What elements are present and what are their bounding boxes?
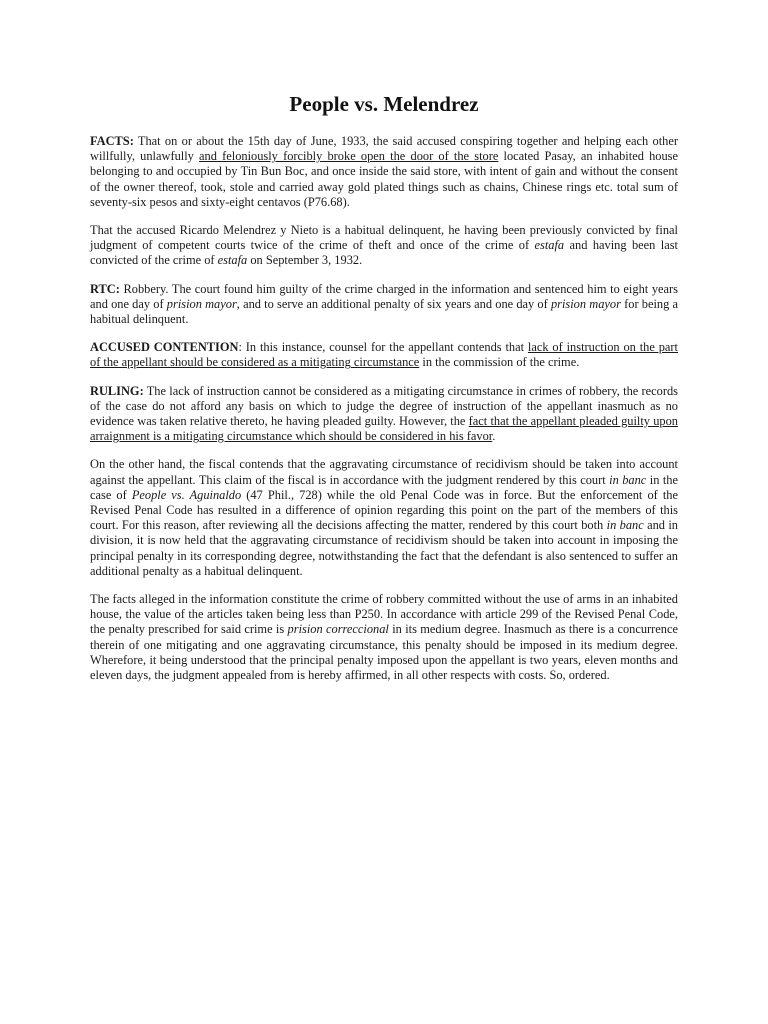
paragraph bbox=[90, 457, 678, 579]
paragraph bbox=[90, 223, 678, 269]
paragraph-text: : In this instance, counsel for the appellant contends that bbox=[238, 340, 528, 355]
document-title: People vs. Melendrez bbox=[289, 92, 479, 116]
italic-text: estafa bbox=[217, 253, 248, 268]
paragraph-text: in its medium degree. Inasmuch as there is a concurrence therein of one mitigating and one aggravating circumstance, this penalty should be imposed in its medium degree. Wherefore, it being understood that the principal penalty imposed upon the appellant is two years, eleven months and eleven days, the judgment appealed from is hereby affirmed, in all other respects with costs. So, ordered. bbox=[90, 622, 678, 683]
paragraph bbox=[90, 340, 678, 370]
paragraph-text: Robbery. The court found him guilty of the crime charged in the information and sentenced him to eight years and one day of bbox=[90, 281, 678, 311]
paragraph-text: The lack of instruction cannot be considered as a mitigating circumstance in crimes of robbery, the records of the case do not afford any basis on which to judge the degree of instruction of the appellant inasmuch as no evidence was taken relative thereto, he having pleaded guilty. However, the bbox=[90, 383, 678, 429]
italic-text: estafa bbox=[534, 238, 565, 253]
paragraph-text: That on or about the 15th day of June, 1933, the said accused conspiring together and helping each other willfully, unlawfully bbox=[90, 134, 678, 164]
section-label: FACTS: bbox=[90, 134, 134, 148]
paragraph bbox=[90, 592, 678, 683]
paragraph-text: The facts alleged in the information constitute the crime of robbery committed without the use of arms in an inhabited house, the value of the articles taken being less than P250. In accordance with article 299 of the Revised Penal Code, the penalty prescribed for said crime is bbox=[90, 592, 678, 637]
document-body bbox=[90, 134, 678, 696]
section-label: ACCUSED CONTENTION bbox=[90, 340, 239, 355]
italic-text: in banc bbox=[606, 518, 644, 533]
paragraph-text: (47 Phil., 728) while the old Penal Code was in force. But the enforcement of the Revised Penal Code has resulted in a difference of opinion regarding this point on the part of the members of this court. For this reason, after reviewing all the decisions affecting the matter, rendered by this court both bbox=[90, 487, 678, 533]
paragraph bbox=[90, 282, 678, 328]
paragraph-text: . bbox=[492, 429, 496, 444]
underlined-text: fact that the appellant pleaded guilty upon arraignment is a mitigating circumstance which should be considered in his favor bbox=[90, 414, 678, 444]
italic-text: prision mayor bbox=[166, 296, 237, 311]
paragraph-text: and having been last convicted of the crime of bbox=[90, 238, 678, 268]
paragraph-text: On the other hand, the fiscal contends that the aggravating circumstance of recidivism should be taken into account against the appellant. This claim of the fiscal is in accordance with the judgment rendered by this court bbox=[90, 457, 678, 487]
paragraph-text: , and to serve an additional penalty of six years and one day of bbox=[236, 296, 551, 311]
section-label: RULING: bbox=[90, 383, 144, 398]
paragraph-text: in the case of bbox=[90, 472, 678, 502]
paragraph-text: That the accused Ricardo Melendrez y Nieto is a habitual delinquent, he having been previously convicted by final judgment of competent courts twice of the crime of theft and once of the crime of bbox=[90, 223, 678, 253]
italic-text: in banc bbox=[609, 472, 647, 487]
paragraph bbox=[90, 384, 678, 445]
paragraph bbox=[90, 134, 678, 210]
paragraph-text: on September 3, 1932. bbox=[247, 253, 363, 268]
italic-text: prision mayor bbox=[550, 296, 621, 311]
italic-text: People vs. Aguinaldo bbox=[131, 487, 242, 502]
underlined-text: lack of instruction on the part of the appellant should be considered as a mitigating circumstance bbox=[90, 340, 678, 370]
underlined-text: and feloniously forcibly broke open the door of the store bbox=[199, 149, 499, 164]
paragraph-text: for being a habitual delinquent. bbox=[90, 296, 679, 327]
italic-text: prision correccional bbox=[287, 622, 389, 637]
paragraph-text: located Pasay, an inhabited house belonging to and occupied by Tin Bun Boc, and once inside the said store, with intent of gain and without the consent of the owner thereof, took, stole and carried away gold plated things such as chains, Chinese rings etc. total sum of seventy-six pesos and sixty-eight centavos (P76.68). bbox=[90, 149, 678, 209]
paragraph-text: and in division, it is now held that the aggravating circumstance of recidivism should be taken into account in imposing the principal penalty in its corresponding degree, notwithstanding the fact that the defendant is also sentenced to suffer an additional penalty as a habitual delinquent. bbox=[90, 518, 679, 578]
paragraph-text: in the commission of the crime. bbox=[419, 355, 580, 370]
section-label: RTC: bbox=[90, 281, 120, 296]
